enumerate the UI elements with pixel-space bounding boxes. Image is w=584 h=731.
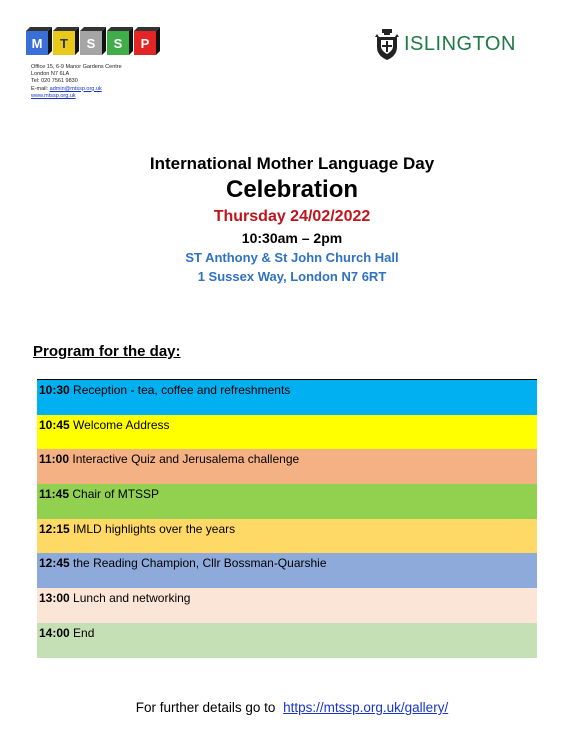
schedule-activity: Interactive Quiz and Jerusalema challenge bbox=[72, 452, 300, 467]
event-title-line-1: International Mother Language Day bbox=[149, 154, 435, 173]
program-heading: Program for the day: bbox=[33, 343, 181, 360]
schedule-time: 10:30 bbox=[39, 383, 70, 397]
logo-letter: T bbox=[60, 36, 68, 51]
program-schedule bbox=[37, 379, 537, 658]
schedule-activity: Lunch and networking bbox=[73, 591, 191, 606]
event-header bbox=[0, 152, 584, 286]
logo-letter: M bbox=[31, 36, 43, 51]
email-link[interactable]: admin@mtssp.org.uk bbox=[49, 85, 102, 92]
event-title-line-2: Celebration bbox=[225, 176, 359, 203]
schedule-activity: the Reading Champion, Cllr Bossman-Quarshie bbox=[73, 556, 327, 571]
mtssp-logo bbox=[24, 26, 164, 62]
email-row bbox=[31, 86, 122, 93]
event-venue: ST Anthony & St John Church Hall bbox=[185, 250, 399, 265]
footer-text: For further details go to bbox=[135, 700, 276, 715]
islington-logo bbox=[374, 22, 516, 66]
logo-letter: S bbox=[86, 36, 96, 51]
schedule-time: 12:15 bbox=[39, 521, 70, 536]
schedule-row bbox=[37, 623, 537, 658]
contact-info bbox=[31, 64, 122, 100]
schedule-time: 12:45 bbox=[39, 556, 70, 571]
event-address: 1 Sussex Way, London N7 6RT bbox=[197, 269, 387, 284]
website-link[interactable]: www.mtssp.org.uk bbox=[31, 92, 76, 99]
schedule-row bbox=[37, 588, 537, 623]
schedule-time: 10:45 bbox=[39, 417, 70, 432]
schedule-activity: IMLD highlights over the years bbox=[73, 521, 236, 536]
logo-block bbox=[53, 27, 79, 55]
logo-block bbox=[26, 27, 52, 55]
logo-block bbox=[80, 27, 106, 55]
schedule-row bbox=[37, 553, 537, 588]
logo-letter: P bbox=[140, 36, 150, 51]
schedule-time: 13:00 bbox=[39, 591, 70, 606]
email-label: E-mail: bbox=[31, 85, 49, 92]
schedule-activity: Reception - tea, coffee and refreshments bbox=[73, 383, 291, 397]
schedule-row bbox=[37, 519, 537, 554]
schedule-row bbox=[37, 484, 537, 519]
schedule-row bbox=[37, 415, 537, 450]
council-name: ISLINGTON bbox=[404, 32, 516, 55]
schedule-activity: Welcome Address bbox=[73, 417, 170, 432]
telephone: Tel: 020 7561 9830 bbox=[31, 78, 78, 85]
logo-letter: S bbox=[113, 36, 123, 51]
schedule-time: 11:00 bbox=[39, 452, 70, 467]
address-line-1: Office 15, 6-9 Manor Gardens Centre bbox=[31, 64, 122, 70]
address-line-2: London N7 6LA bbox=[31, 71, 70, 78]
gallery-link[interactable]: https://mtssp.org.uk/gallery/ bbox=[283, 700, 449, 715]
logo-block bbox=[134, 27, 160, 55]
event-time: 10:30am – 2pm bbox=[241, 230, 343, 246]
schedule-row bbox=[37, 449, 537, 484]
footer bbox=[0, 700, 584, 715]
schedule-activity: Chair of MTSSP bbox=[72, 487, 160, 502]
logo-block bbox=[107, 27, 133, 55]
schedule-time: 14:00 bbox=[39, 625, 70, 640]
event-date: Thursday 24/02/2022 bbox=[213, 208, 371, 225]
schedule-row bbox=[37, 380, 537, 415]
schedule-time: 11:45 bbox=[39, 487, 70, 502]
schedule-activity: End bbox=[73, 625, 95, 640]
council-crest-icon bbox=[374, 27, 400, 61]
